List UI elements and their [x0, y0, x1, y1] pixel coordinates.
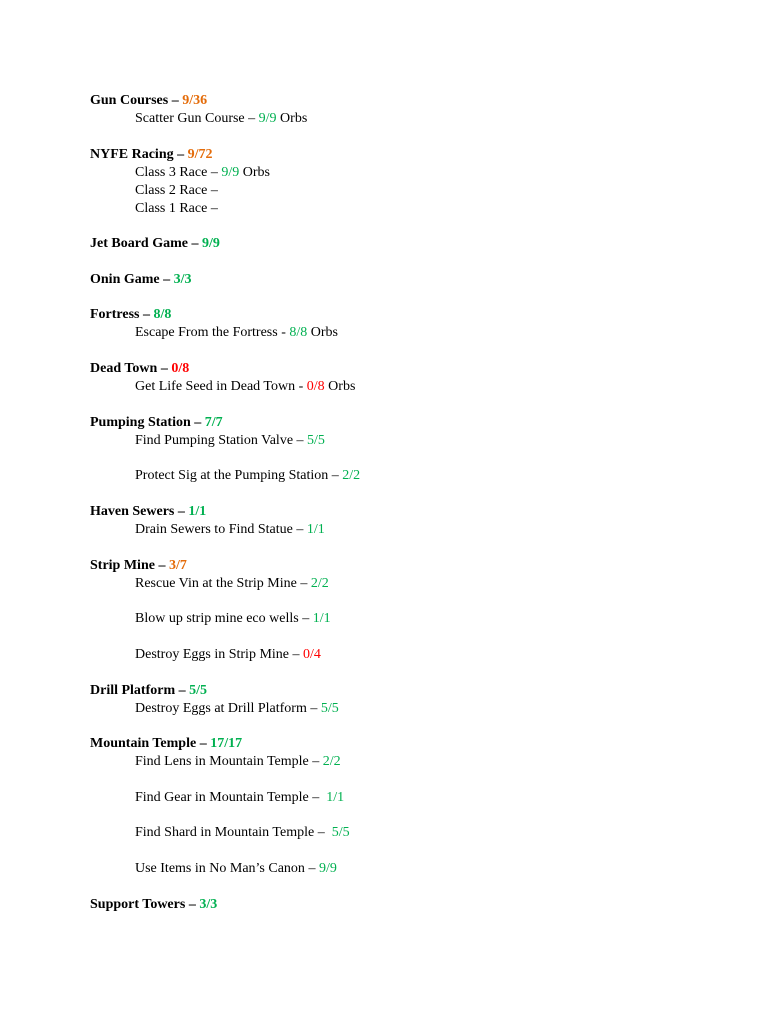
list-item: [135, 200, 218, 218]
item-label: Blow up strip mine eco wells: [135, 611, 299, 626]
section-score: 3/3: [173, 272, 192, 287]
section-score: 5/5: [189, 683, 208, 698]
item-score: 5/5: [331, 825, 350, 840]
item-score: 9/9: [221, 165, 240, 180]
separator: –: [304, 861, 319, 876]
section-score: 17/17: [210, 736, 243, 751]
item-label: Drain Sewers to Find Statue: [135, 522, 293, 537]
item-score: 8/8: [289, 325, 308, 340]
list-item: [135, 860, 337, 878]
separator: –: [207, 165, 222, 180]
section-heading-pumping-station: [90, 414, 223, 432]
list-item: [135, 432, 325, 450]
section-score: 3/3: [199, 897, 218, 912]
item-score: 2/2: [342, 468, 361, 483]
item-label: Destroy Eggs in Strip Mine: [135, 647, 289, 662]
separator: –: [175, 683, 190, 698]
item-suffix: Orbs: [324, 379, 356, 394]
section-score: 8/8: [153, 307, 172, 322]
list-item: [135, 753, 341, 771]
section-score: 3/7: [168, 558, 187, 573]
separator: –: [308, 754, 323, 769]
section-title: Mountain Temple: [90, 736, 197, 751]
separator: –: [308, 790, 327, 805]
separator: –: [328, 468, 343, 483]
item-label: Protect Sig at the Pumping Station: [135, 468, 329, 483]
item-score: 2/2: [322, 754, 341, 769]
separator: –: [190, 415, 205, 430]
item-label: Rescue Vin at the Strip Mine: [135, 576, 297, 591]
separator: -: [277, 325, 290, 340]
item-label: Scatter Gun Course: [135, 111, 245, 126]
list-item: [135, 378, 355, 396]
section-title: Haven Sewers: [90, 504, 175, 519]
section-score: 1/1: [188, 504, 207, 519]
item-suffix: Orbs: [239, 165, 270, 180]
list-item: [135, 110, 307, 128]
item-label: Find Shard in Mountain Temple: [135, 825, 315, 840]
section-score: 9/9: [201, 236, 220, 251]
section-title: Onin Game: [90, 272, 160, 287]
section-heading-jet-board-game: [90, 235, 220, 253]
separator: –: [139, 307, 154, 322]
item-score: 1/1: [312, 611, 331, 626]
item-label: Find Lens in Mountain Temple: [135, 754, 309, 769]
list-item: [135, 824, 350, 842]
item-score: 5/5: [320, 701, 339, 716]
separator: –: [244, 111, 259, 126]
separator: –: [207, 201, 218, 216]
separator: –: [168, 93, 183, 108]
section-heading-mountain-temple: [90, 735, 242, 753]
list-item: [135, 646, 321, 664]
item-score: 0/8: [306, 379, 325, 394]
item-label: Get Life Seed in Dead Town: [135, 379, 296, 394]
section-heading-fortress: [90, 306, 171, 324]
item-suffix: Orbs: [307, 325, 338, 340]
item-score: 1/1: [326, 790, 345, 805]
list-item: [135, 610, 331, 628]
section-title: Jet Board Game: [90, 236, 188, 251]
item-label: Find Pumping Station Valve: [135, 433, 294, 448]
list-item: [135, 182, 218, 200]
item-score: 9/9: [258, 111, 277, 126]
section-heading-gun-courses: [90, 92, 207, 110]
item-suffix: Orbs: [276, 111, 308, 126]
section-score: 9/36: [182, 93, 208, 108]
item-label: Escape From the Fortress: [135, 325, 278, 340]
list-item: [135, 467, 360, 485]
separator: –: [306, 701, 321, 716]
item-score: 0/4: [303, 647, 321, 662]
section-heading-haven-sewers: [90, 503, 206, 521]
section-title: Fortress: [90, 307, 140, 322]
item-score: 9/9: [318, 861, 337, 876]
section-title: Gun Courses: [90, 93, 169, 108]
separator: –: [298, 611, 313, 626]
section-heading-strip-mine: [90, 557, 187, 575]
list-item: [135, 164, 270, 182]
section-score: 7/7: [204, 415, 223, 430]
section-title: Support Towers: [90, 897, 186, 912]
item-label: Use Items in No Man’s Canon: [135, 861, 305, 876]
section-heading-support-towers: [90, 896, 217, 914]
list-item: [135, 789, 344, 807]
separator: –: [296, 576, 311, 591]
section-heading-drill-platform: [90, 682, 207, 700]
section-title: Drill Platform: [90, 683, 176, 698]
section-title: Strip Mine: [90, 558, 155, 573]
separator: –: [154, 558, 169, 573]
separator: –: [207, 183, 218, 198]
section-title: Dead Town: [90, 361, 158, 376]
item-score: 5/5: [307, 433, 325, 448]
separator: –: [185, 897, 200, 912]
separator: –: [159, 272, 174, 287]
list-item: [135, 521, 325, 539]
section-score: 9/72: [187, 147, 213, 162]
list-item: [135, 700, 339, 718]
section-title: NYFE Racing: [90, 147, 174, 162]
separator: –: [293, 433, 308, 448]
section-heading-onin-game: [90, 271, 192, 289]
separator: –: [174, 504, 189, 519]
separator: –: [292, 522, 307, 537]
separator: –: [173, 147, 188, 162]
list-item: [135, 324, 338, 342]
item-score: 1/1: [306, 522, 325, 537]
section-heading-dead-town: [90, 360, 189, 378]
section-score: 0/8: [171, 361, 190, 376]
item-label: Destroy Eggs at Drill Platform: [135, 701, 307, 716]
section-title: Pumping Station: [90, 415, 191, 430]
separator: –: [314, 825, 332, 840]
list-item: [135, 575, 329, 593]
separator: –: [196, 736, 211, 751]
item-label: Class 3 Race: [135, 165, 208, 180]
separator: –: [289, 647, 303, 662]
item-label: Find Gear in Mountain Temple: [135, 790, 309, 805]
item-score: 2/2: [310, 576, 329, 591]
section-heading-nyfe-racing: [90, 146, 213, 164]
item-label: Class 1 Race: [135, 201, 208, 216]
separator: –: [187, 236, 202, 251]
item-label: Class 2 Race: [135, 183, 208, 198]
separator: –: [157, 361, 172, 376]
separator: -: [295, 379, 307, 394]
